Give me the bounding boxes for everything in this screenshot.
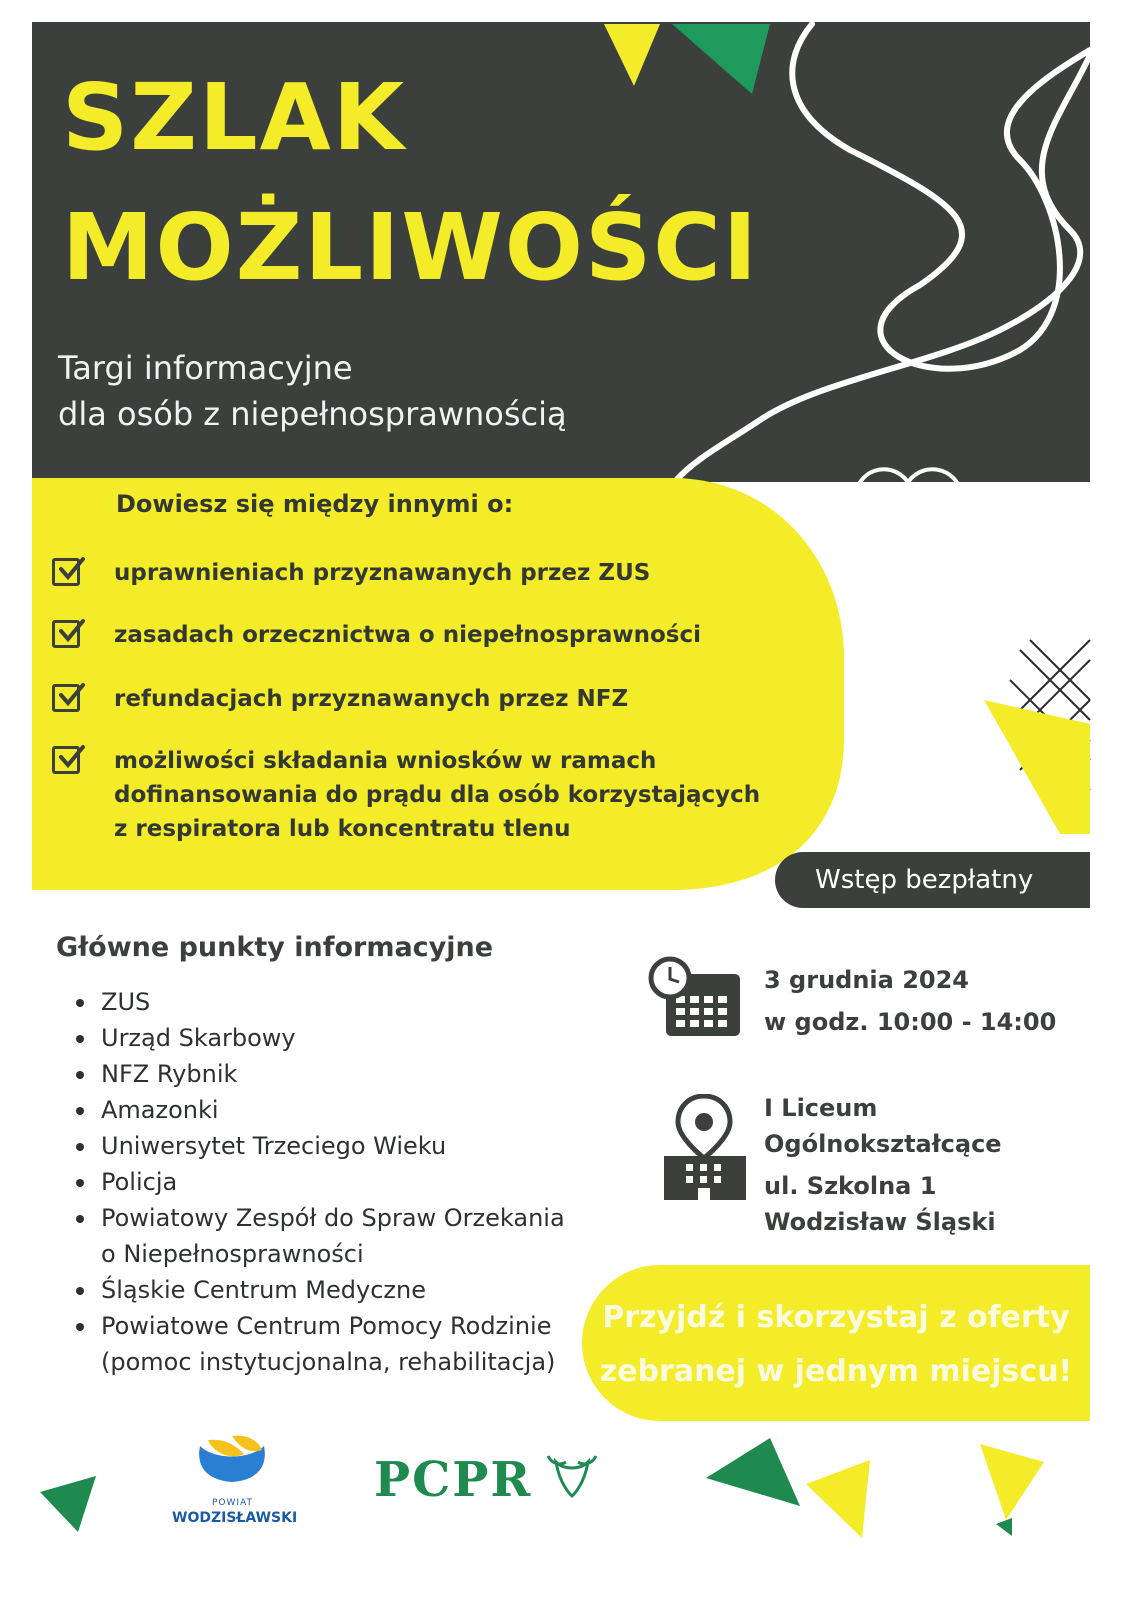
green-triangle-small: [996, 1518, 1012, 1536]
list-item: NFZ Rybnik: [76, 1056, 576, 1092]
yellow-triangle-bottom-right: [980, 1444, 1044, 1520]
venue-line-3: ul. Szkolna 1: [764, 1172, 937, 1200]
list-item: Powiatowy Zespół do Spraw Orzekania o Niepełnosprawności: [76, 1200, 576, 1272]
learn-item-text: zasadach orzecznictwa o niepełnosprawności: [114, 622, 702, 648]
title-line-2: MOŻLIWOŚCI: [62, 194, 760, 301]
checkbox-icon: [52, 746, 80, 774]
list-item: Uniwersytet Trzeciego Wieku: [76, 1128, 576, 1164]
title-line-1: SZLAK: [62, 64, 407, 171]
yellow-triangle-bottom: [806, 1460, 870, 1538]
pcpr-logo: PCPR: [374, 1452, 533, 1508]
checkbox-icon: [52, 620, 80, 648]
checkbox-icon: [52, 684, 80, 712]
yellow-triangle-top: [604, 24, 660, 86]
subtitle-line-1: Targi informacyjne: [58, 349, 353, 387]
powiat-logo-label: POWIAT: [212, 1498, 254, 1508]
learn-heading: Dowiesz się między innymi o:: [116, 490, 514, 518]
learn-item-text: refundacjach przyznawanych przez NFZ: [114, 686, 629, 712]
list-item: Policja: [76, 1164, 576, 1200]
list-item: ZUS: [76, 984, 576, 1020]
event-date: [764, 962, 1056, 1040]
event-venue: [764, 1090, 1002, 1240]
footer-decoration: [0, 1420, 1130, 1600]
call-to-action-banner: [582, 1265, 1090, 1421]
list-item: Amazonki: [76, 1092, 576, 1128]
heart-hands-logo-icon: [548, 1456, 596, 1496]
cta-line-2: zebranej w jednym miejscu!: [599, 1354, 1073, 1389]
list-item: Śląskie Centrum Medyczne: [76, 1272, 576, 1308]
list-item: Powiatowe Centrum Pomocy Rodzinie (pomoc instytucjonalna, rehabilitacja): [76, 1308, 576, 1380]
list-item: Urząd Skarbowy: [76, 1020, 576, 1056]
points-list: [76, 984, 576, 1380]
yellow-triangle-right: [984, 700, 1090, 834]
subtitle-line-2: dla osób z niepełnosprawnością: [58, 395, 567, 433]
venue-line-1: I Liceum: [764, 1094, 878, 1122]
learn-item-text: uprawnieniach przyznawanych przez ZUS: [114, 560, 651, 586]
green-triangle-top: [672, 24, 770, 94]
green-triangle-bottom-left: [40, 1476, 96, 1532]
learn-item-text: możliwości składania wniosków w ramach dofinansowania do prądu dla osób korzystających z respiratora lub koncentratu tlenu: [114, 748, 761, 842]
cta-line-1: Przyjdź i skorzystaj z oferty: [602, 1300, 1070, 1335]
venue-line-4: Wodzisław Śląski: [764, 1208, 996, 1236]
building-location-icon: [660, 1094, 750, 1204]
powiat-logo-name: WODZISŁAWSKI: [172, 1510, 298, 1526]
points-heading: Główne punkty informacyjne: [56, 932, 494, 963]
hours-text: w godz. 10:00 - 14:00: [764, 1008, 1057, 1036]
checkbox-icon: [52, 558, 80, 586]
venue-line-2: Ogólnokształcące: [764, 1130, 1002, 1158]
calendar-clock-icon: [648, 956, 744, 1040]
green-triangle-bottom: [706, 1438, 800, 1506]
free-entry-badge: Wstęp bezpłatny: [775, 852, 1090, 908]
date-text: 3 grudnia 2024: [764, 966, 969, 994]
powiat-logo-icon: [199, 1436, 265, 1482]
wheelchair-heart-hands-icon: [828, 469, 988, 636]
